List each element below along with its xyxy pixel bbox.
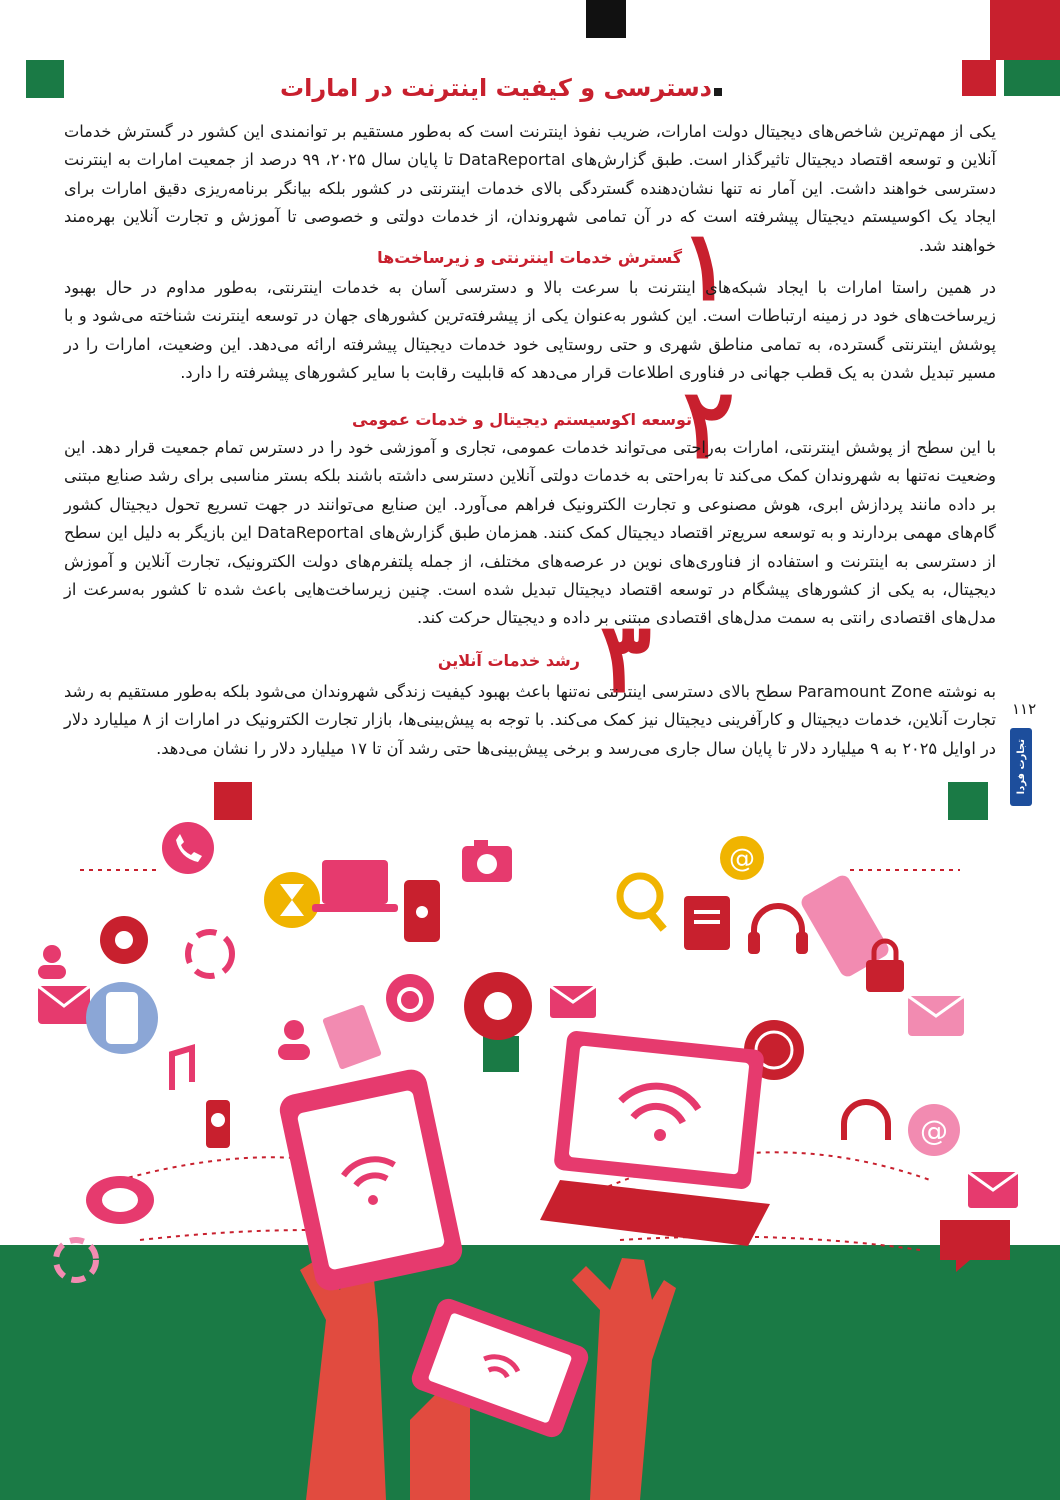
digital-icons-illustration bbox=[0, 760, 1060, 1500]
title-bullet bbox=[714, 88, 722, 96]
mobile-icon-blue bbox=[86, 982, 158, 1054]
document-icon bbox=[322, 1004, 382, 1070]
intro-paragraph: یکی از مهم‌ترین شاخص‌های دیجیتال دولت امارات، ضریب نفوذ اینترنت است که به‌طور مستقیم بر توانمندی این کشور در گسترش خدمات آنلاین و توسعه اقتصاد دیجیتال تاثیرگذار است. طبق گزارش‌های DataReportal تا پایان سال ۲۰۲۵، ۹۹ درصد از جمعیت امارات به اینترنت دسترسی خواهند داشت. این آمار نه تنها نشان‌دهنده گستردگی بالای خدمات اینترنتی در کشور بلکه بیانگر برنامه‌ریزی دقیق امارات برای ایجاد یک اکوسیستم دیجیتال پیشرفته است که در آن تمامی شهروندان، از خدمات دولتی و خصوصی تا آموزش و تجارت آنلاین بهره‌مند خواهند شد. bbox=[64, 122, 996, 255]
gear-icon bbox=[100, 916, 148, 964]
recycle-arrows-icon bbox=[188, 932, 232, 976]
top-right-green-square bbox=[1004, 60, 1060, 96]
svg-text:@: @ bbox=[920, 1114, 948, 1147]
page-number: ۱۱۲ bbox=[1012, 700, 1037, 718]
hourglass-icon bbox=[264, 872, 320, 928]
mail-icon bbox=[38, 986, 90, 1024]
camera-icon bbox=[462, 840, 512, 882]
section-3-heading: رشد خدمات آنلاین bbox=[437, 651, 580, 670]
user-icon-2 bbox=[278, 1020, 310, 1060]
mail-icon-2 bbox=[550, 986, 596, 1018]
headphones-icon-2 bbox=[844, 1102, 888, 1140]
section-2-heading: توسعه اکوسیستم دیجیتال و خدمات عمومی bbox=[352, 410, 692, 429]
brand-text: تجارت فردا bbox=[1015, 739, 1027, 795]
mail-icon-3 bbox=[908, 996, 964, 1036]
svg-text:@: @ bbox=[729, 844, 755, 874]
music-note-icon bbox=[172, 1048, 192, 1090]
at-icon bbox=[720, 836, 764, 880]
top-right-red-square bbox=[990, 0, 1060, 60]
mail-icon-4 bbox=[968, 1172, 1018, 1208]
headphones-icon bbox=[748, 906, 808, 954]
section-3-number: ۳ bbox=[600, 601, 652, 714]
top-left-green-square bbox=[26, 60, 64, 98]
chat-icon bbox=[86, 1176, 154, 1224]
laptop-icon-small bbox=[312, 860, 398, 912]
clipboard-icon bbox=[684, 896, 730, 950]
gear-icon-large bbox=[464, 972, 532, 1040]
magnifier-icon bbox=[620, 876, 667, 932]
section-1-number: ۱ bbox=[680, 209, 732, 322]
speaker-icon bbox=[206, 1100, 230, 1148]
page-title: دسترسی و کیفیت اینترنت در امارات bbox=[279, 74, 712, 102]
section-1-paragraph: در همین راستا امارات با ایجاد شبکه‌های اینترنت با سرعت بالا و دسترسی آسان به خدمات اینترنتی، به‌طور مداوم در حال بهبود زیرساخت‌های خود در زمینه ارتباطات است. این کشور به‌عنوان یکی از پیشرفته‌ترین کشورهای جهان در توسعه اینترنت شناخته می‌شود و با پوشش اینترنتی گسترده، به تمامی مناطق شهری و حتی روستایی خود خدمات دیجیتال پیشرفته ارائه می‌دهد. این وضعیت، امارات را در مسیر تبدیل شدن به یک قطب جهانی در فناوری اطلاعات قرار می‌دهد که قابلیت رقابت با سایر کشورهای پیشرفته را دارد. bbox=[64, 278, 996, 383]
section-1-heading: گسترش خدمات اینترنتی و زیرساخت‌ها bbox=[377, 248, 682, 267]
top-right-red-square-2 bbox=[962, 60, 996, 96]
phone-icon bbox=[162, 822, 214, 874]
tablet-icon-small bbox=[404, 880, 440, 942]
section-3-paragraph: به نوشته Paramount Zone سطح بالای دسترسی اینترنتی نه‌تنها باعث بهبود کیفیت زندگی شهروندان می‌شود بلکه به‌طور مستقیم به رشد تجارت آنلاین، خدمات دیجیتال و کارآفرینی دیجیتال نیز کمک می‌کند. با توجه به پیش‌بینی‌ها، بازار تجارت الکترونیک در امارات از ۸ میلیارد دلار در اوایل ۲۰۲۵ به ۹ میلیارد دلار تا پایان سال جاری می‌رسد و برخی پیش‌بینی‌ها حتی رشد آن تا ۱۷ میلیارد دلار را نشان می‌دهد. bbox=[64, 682, 997, 758]
user-icon bbox=[38, 945, 66, 979]
section-2-number: ۲ bbox=[683, 367, 735, 480]
at-icon-2 bbox=[908, 1104, 960, 1156]
top-black-square bbox=[586, 0, 626, 38]
power-icon bbox=[386, 974, 434, 1022]
section-2-paragraph: با این سطح از پوشش اینترنتی، امارات به‌راحتی می‌تواند خدمات عمومی، تجاری و آموزشی خود را در دسترس تمام جمعیت قرار دهد. این وضعیت نه‌تنها به شهروندان کمک می‌کند تا به‌راحتی به خدمات دولتی آنلاین دسترسی داشته باشند بلکه بستر مناسبی برای رشد صنایع مبتنی بر داده مانند پردازش ابری، هوش مصنوعی و تجارت الکترونیک فراهم می‌آورد. این صنایع می‌توانند در جهت تسریع تحول دیجیتال کشور گام‌های مهمی بردارند و به توسعه سریع‌تر اقتصاد دیجیتال کمک کنند. همزمان طبق گزارش‌های DataReportal این بازیگر به دلیل این سطح از دسترسی به اینترنت و استفاده از فناوری‌های نوین در عرصه‌های مختلف، از جمله پلتفرم‌های دولت الکترونیک، تجارت آنلاین و آموزش دیجیتال، به یکی از کشورهای پیشگام در توسعه اقتصاد دیجیتال تبدیل شده است. چنین زیرساخت‌هایی باعث شده تا کشور به‌سرعت از مدل‌های اقتصادی رانتی به سمت مدل‌های اقتصادی مبتنی بر داده و دیجیتال حرکت کند. bbox=[64, 438, 996, 628]
